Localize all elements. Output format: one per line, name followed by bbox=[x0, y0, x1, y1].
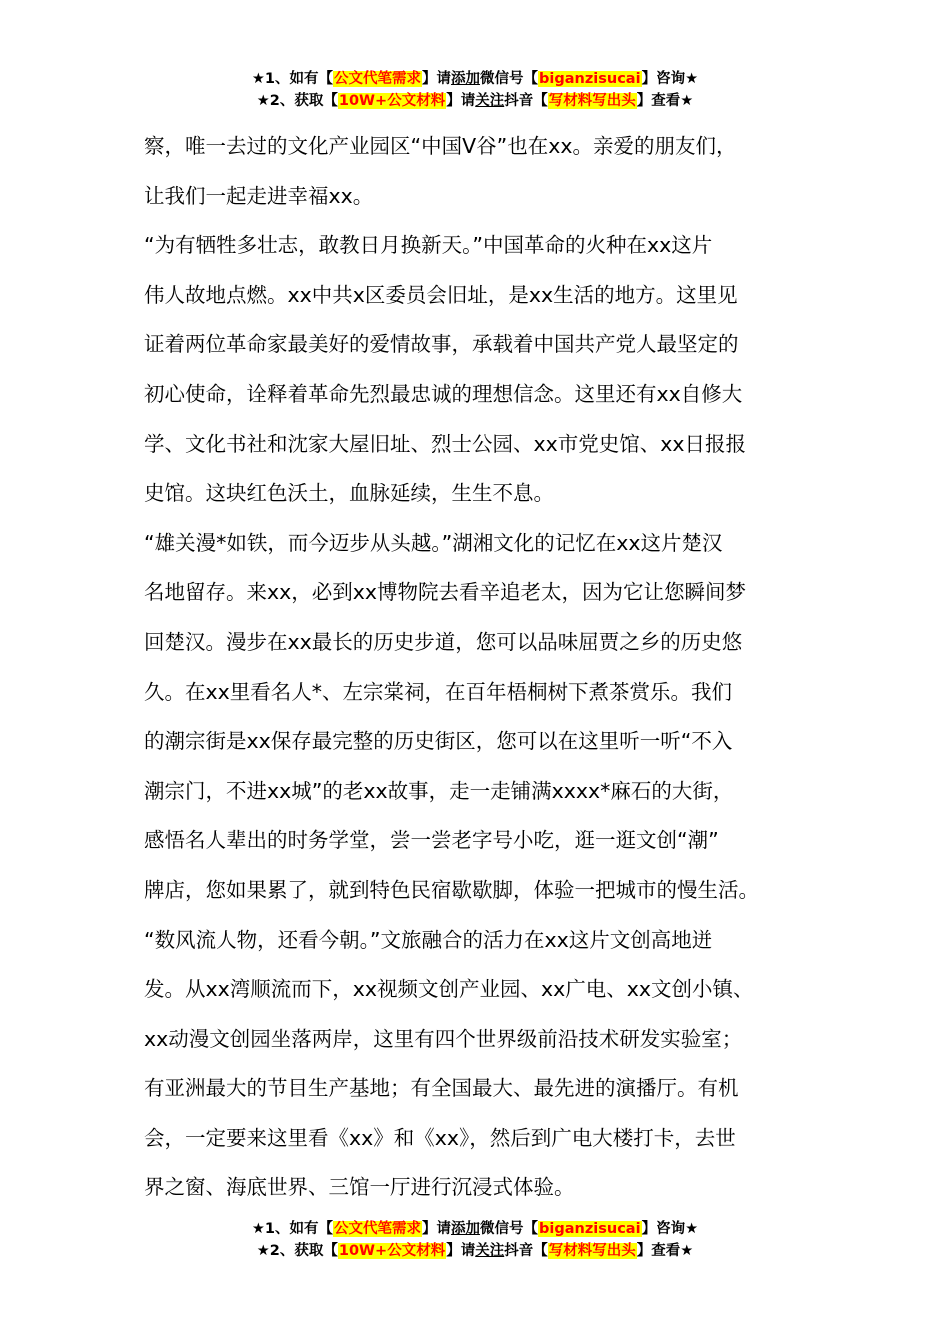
text-line: 察，唯一去过的文化产业园区“中国Ⅴ谷”也在xx。亲爱的朋友们， bbox=[144, 134, 737, 158]
text-line: 学、文化书社和沈家大屋旧址、烈士公园、xx市党史馆、xx日报报 bbox=[144, 431, 747, 456]
promo-line-1: ★1、如有【公文代笔需求】请添加微信号【biganzisucai】咨询★ bbox=[251, 71, 699, 87]
promo-line-2: ★2、获取【10W+公文材料】请关注抖音【写材料写出头】查看★ bbox=[256, 1243, 694, 1259]
highlight-service: 公文代笔需求 bbox=[334, 71, 422, 87]
text-line: 伟人故地点燃。xx中共x区委员会旧址，是xx生活的地方。这里见 bbox=[144, 282, 738, 307]
text-line: 界之窗、海底世界、三馆一厅进行沉浸式体验。 bbox=[144, 1175, 575, 1200]
text-line: xx动漫文创园坐落两岸，这里有四个世界级前沿技术研发实验室； bbox=[144, 1026, 743, 1051]
text-line: 让我们一起走进幸福xx。 bbox=[144, 183, 374, 208]
text-line: 有亚洲最大的节目生产基地；有全国最大、最先进的演播厅。有机 bbox=[144, 1076, 739, 1101]
promo-line-2: ★2、获取【10W+公文材料】请关注抖音【写材料写出头】查看★ bbox=[256, 93, 694, 109]
text-line: 感悟名人辈出的时务学堂，尝一尝老字号小吃，逛一逛文创“潮” bbox=[144, 828, 719, 853]
promo-banner-top bbox=[0, 68, 950, 112]
document-body bbox=[144, 122, 834, 1213]
promo-line-1: ★1、如有【公文代笔需求】请添加微信号【biganzisucai】咨询★ bbox=[251, 1221, 699, 1237]
text-line: 史馆。这块红色沃土，血脉延续，生生不息。 bbox=[144, 481, 554, 506]
text-line: 会，一定要来这里看《xx》和《xx》，然后到广电大楼打卡，去世 bbox=[144, 1125, 736, 1150]
text-line: 名地留存。来xx，必到xx博物院去看辛追老太，因为它让您瞬间梦 bbox=[144, 580, 747, 605]
highlight-service: 公文代笔需求 bbox=[334, 1221, 422, 1237]
highlight-wechat-id: biganzisucai bbox=[539, 1221, 641, 1237]
text-line: 回楚汉。漫步在xx最长的历史步道，您可以品味屈贾之乡的历史悠 bbox=[144, 629, 743, 654]
text-line: 的潮宗街是xx保存最完整的历史街区，您可以在这里听一听“不入 bbox=[144, 729, 733, 754]
text-line: 牌店，您如果累了，就到特色民宿歇歇脚，体验一把城市的慢生活。 bbox=[144, 877, 759, 902]
highlight-douyin-account: 写材料写出头 bbox=[548, 1243, 636, 1259]
highlight-materials: 10W+公文材料 bbox=[338, 1243, 446, 1259]
highlight-materials: 10W+公文材料 bbox=[338, 93, 446, 109]
text-line: 证着两位革命家最美好的爱情故事，承载着中国共产党人最坚定的 bbox=[144, 332, 739, 357]
highlight-douyin-account: 写材料写出头 bbox=[548, 93, 636, 109]
text-line: 久。在xx里看名人*、左宗棠祠，在百年梧桐树下煮茶赏乐。我们 bbox=[144, 679, 733, 704]
text-line: 潮宗门，不进xx城”的老xx故事，走一走铺满xxxx*麻石的大街， bbox=[144, 778, 734, 803]
text-line: “数风流人物，还看今朝。”文旅融合的活力在xx这片文创高地迸 bbox=[144, 927, 713, 952]
highlight-wechat-id: biganzisucai bbox=[539, 71, 641, 87]
text-line: “为有牺牲多壮志，敢教日月换新天。”中国革命的火种在xx这片 bbox=[144, 233, 713, 258]
text-line: 发。从xx湾顺流而下，xx视频文创产业园、xx广电、xx文创小镇、 bbox=[144, 977, 754, 1002]
promo-banner-bottom bbox=[0, 1218, 950, 1262]
text-line: 初心使命，诠释着革命先烈最忠诚的理想信念。这里还有xx自修大 bbox=[144, 381, 743, 406]
text-line: “雄关漫*如铁，而今迈步从头越。”湖湘文化的记忆在xx这片楚汉 bbox=[144, 530, 723, 555]
